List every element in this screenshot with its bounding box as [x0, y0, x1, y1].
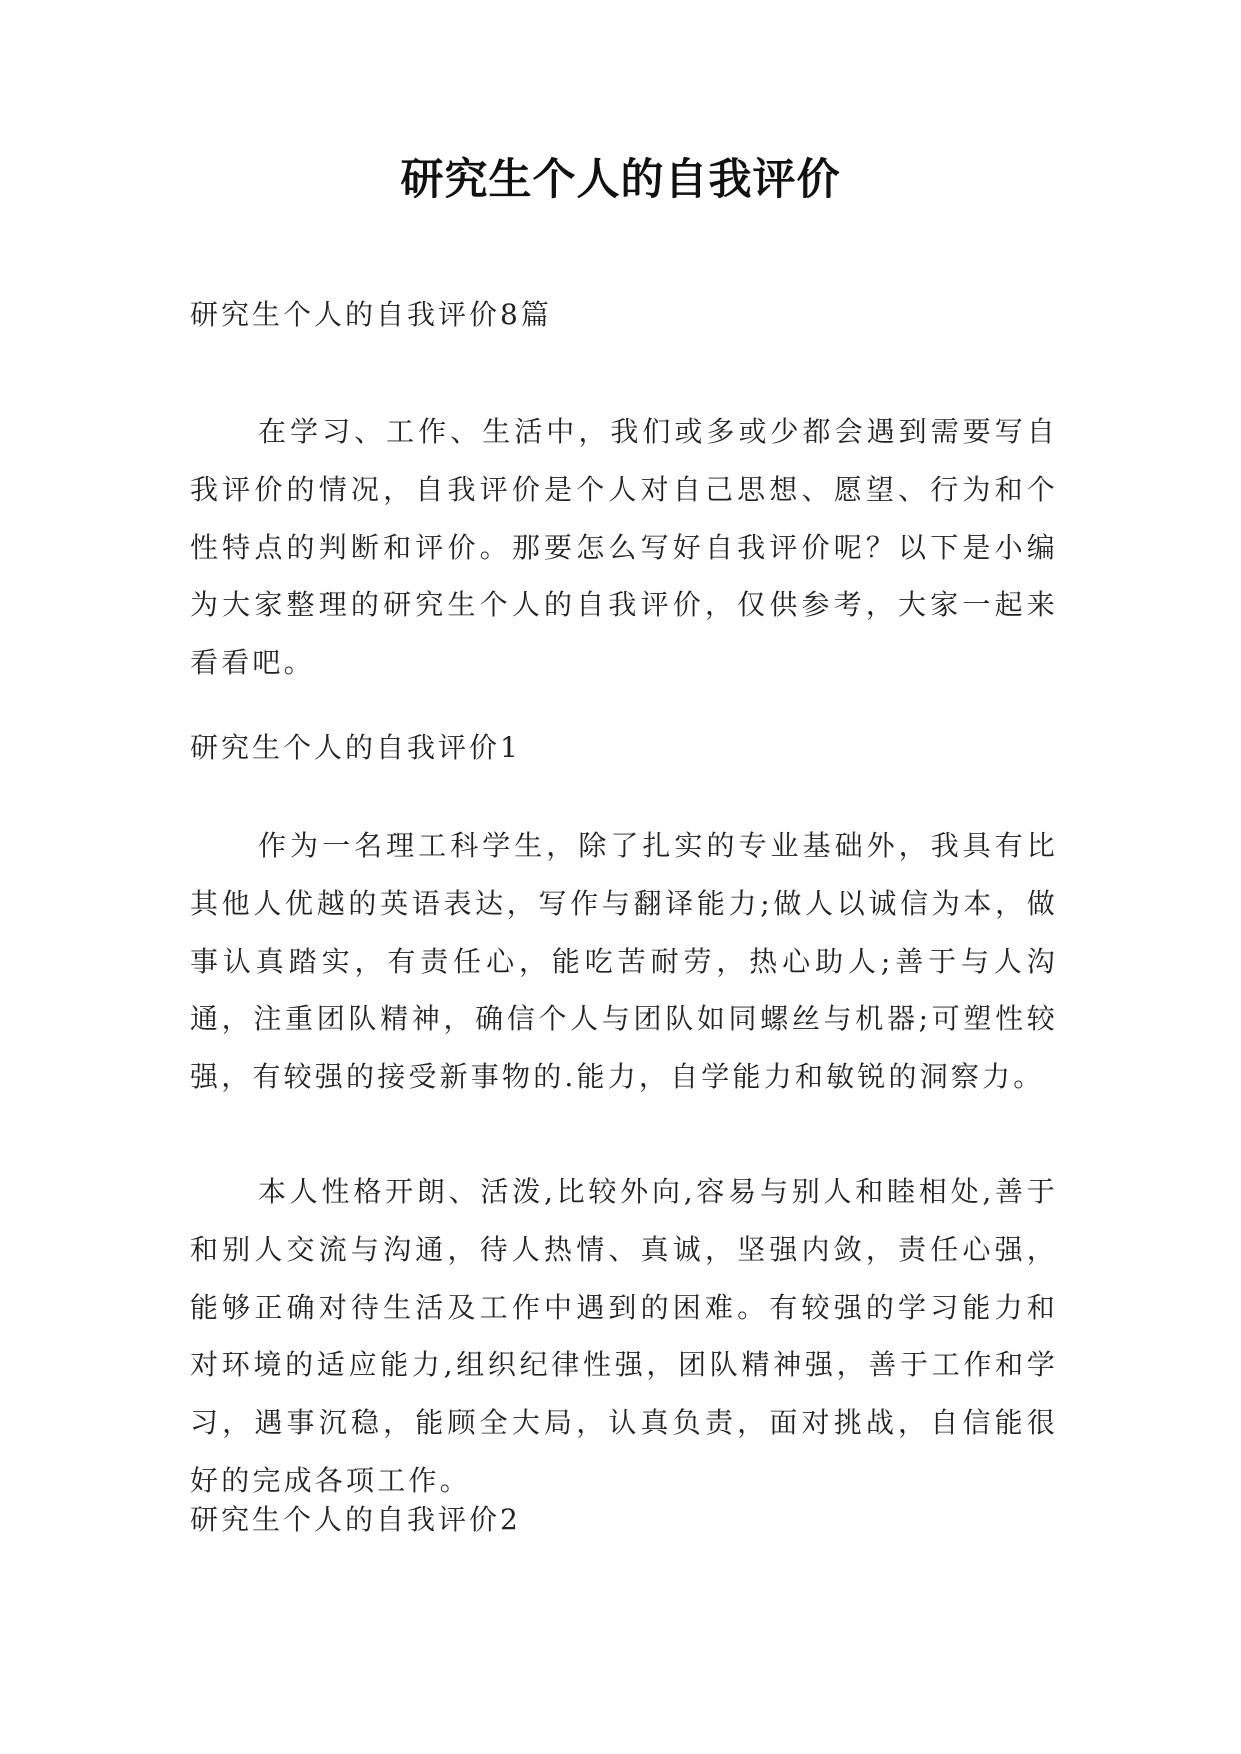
section-1-paragraph-2: 本人性格开朗、活泼,比较外向,容易与别人和睦相处,善于和别人交流与沟通，待人热情、真诚，坚强内敛，责任心强，能够正确对待生活及工作中遇到的困难。有较强的学习能力和对环境的适应能力,组织纪律性强，团队精神强，善于工作和学习，遇事沉稳，能顾全大局，认真负责，面对挑战，自信能很好的完成各项工作。 — [190, 1175, 1058, 1497]
document-title: 研究生个人的自我评价 — [400, 155, 841, 205]
section-1-paragraph-1: 作为一名理工科学生，除了扎实的专业基础外，我具有比其他人优越的英语表达，写作与翻译能力;做人以诚信为本，做事认真踏实，有责任心，能吃苦耐劳，热心助人;善于与人沟通，注重团队精神，确信个人与团队如同螺丝与机器;可塑性较强，有较强的接受新事物的.能力，自学能力和敏锐的洞察力。 — [190, 829, 1058, 1094]
intro-paragraph: 在学习、工作、生活中，我们或多或少都会遇到需要写自我评价的情况，自我评价是个人对自己思想、愿望、行为和个性特点的判断和评价。那要怎么写好自我评价呢？以下是小编为大家整理的研究生个人的自我评价，仅供参考，大家一起来看看吧。 — [190, 415, 1058, 680]
document-subtitle: 研究生个人的自我评价8篇 — [190, 298, 552, 331]
section-heading-1: 研究生个人的自我评价1 — [190, 731, 521, 764]
section-heading-2: 研究生个人的自我评价2 — [190, 1503, 521, 1536]
